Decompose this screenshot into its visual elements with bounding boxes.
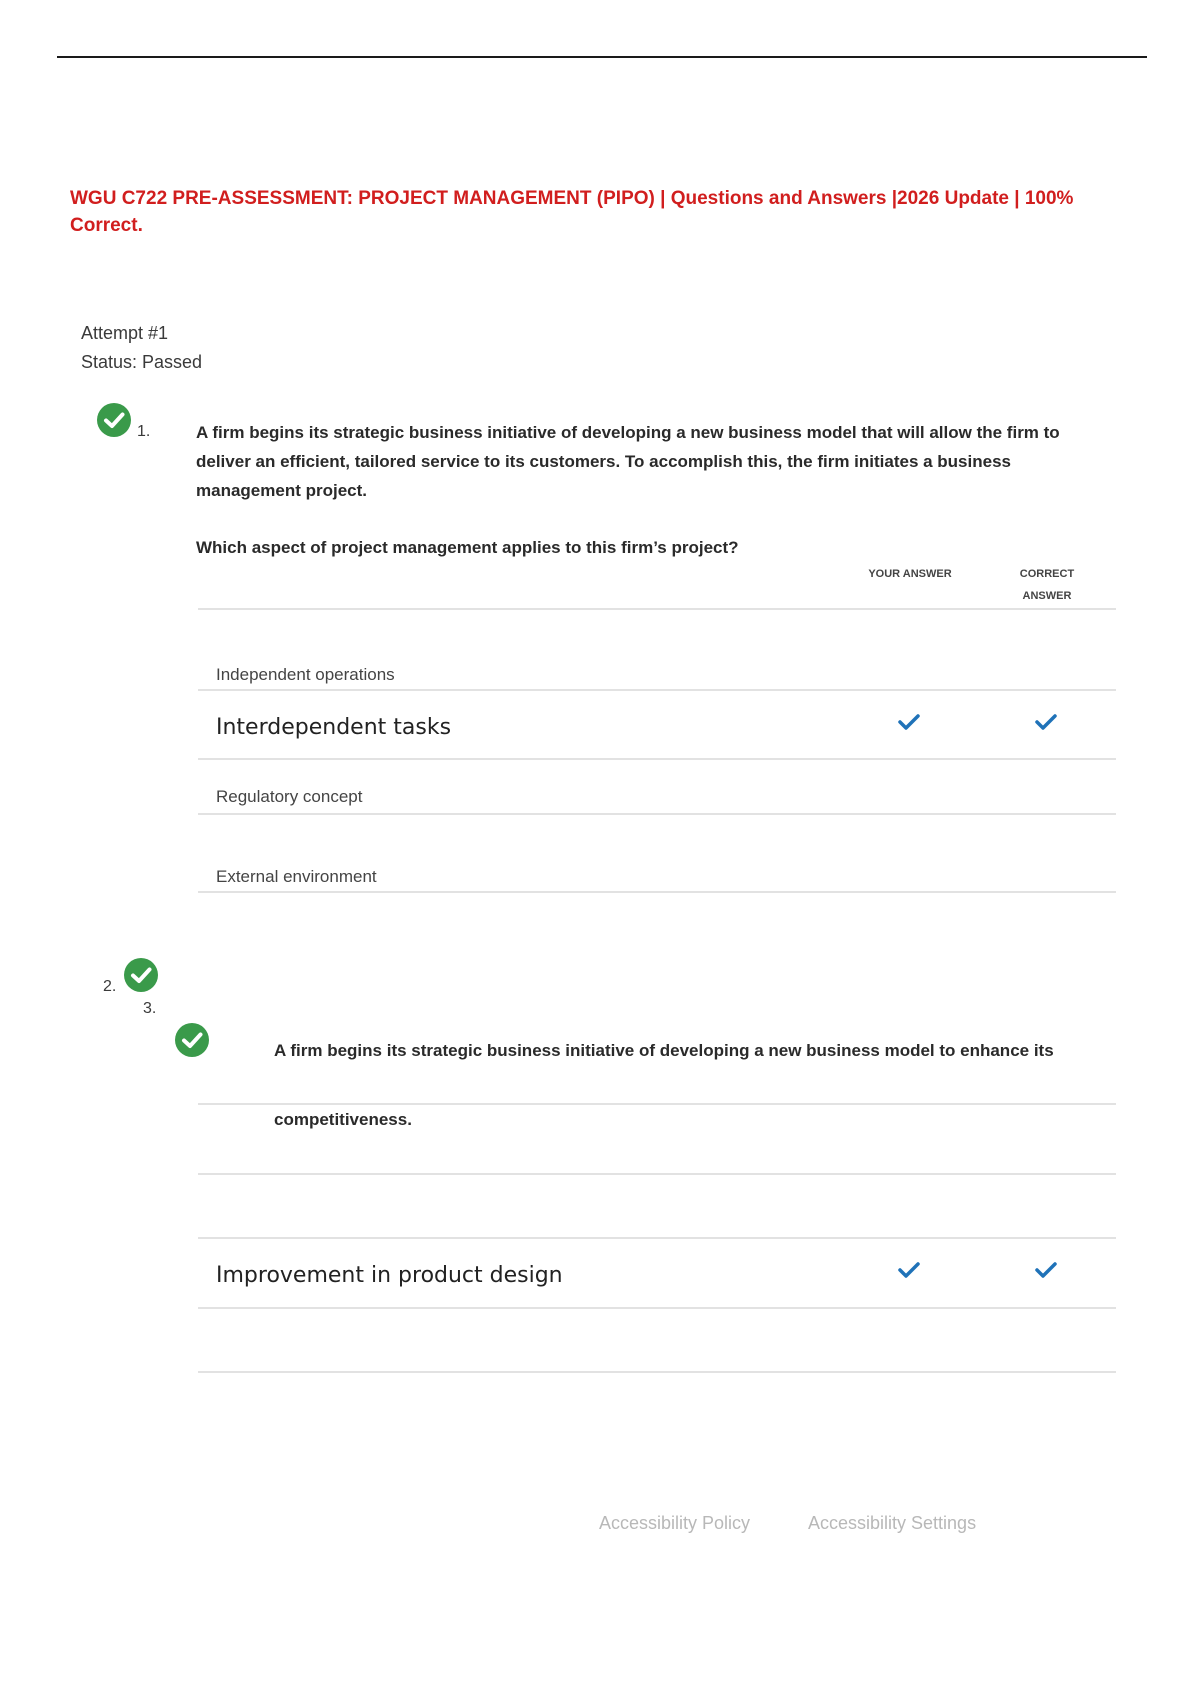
divider bbox=[198, 1371, 1116, 1373]
question-number: 2. bbox=[103, 978, 117, 995]
divider bbox=[198, 608, 1116, 610]
check-circle-icon bbox=[97, 403, 131, 437]
answer-option: Regulatory concept bbox=[216, 787, 363, 806]
correct-answer-header: CORRECT ANSWER bbox=[1019, 568, 1075, 602]
divider bbox=[198, 689, 1116, 691]
answer-option-selected: Improvement in product design bbox=[216, 1263, 563, 1288]
attempt-info bbox=[81, 319, 202, 377]
divider bbox=[198, 1307, 1116, 1309]
question-prompt: Which aspect of project management applies to this firm’s project? bbox=[196, 538, 739, 557]
answer-option-selected: Interdependent tasks bbox=[216, 715, 452, 740]
question-text: A firm begins its strategic business initiative of developing a new business model that will allow the firm to deliver an efficient, tailored service to its customers. To accomplish this, the firm initiates a business management project. bbox=[196, 423, 1060, 500]
attempt-label: Attempt #1 bbox=[81, 323, 169, 343]
correct-answer-checkmark-icon bbox=[1035, 1261, 1057, 1279]
top-rule bbox=[57, 56, 1147, 58]
accessibility-settings-link[interactable]: Accessibility Settings bbox=[808, 1513, 977, 1533]
question-text-continued: competitiveness. bbox=[274, 1110, 412, 1129]
status-text: Status: Passed bbox=[81, 352, 203, 372]
page-title: WGU C722 PRE-ASSESSMENT: PROJECT MANAGEMENT (PIPO) | Questions and Answers |2026 Update | 100% Correct. bbox=[70, 188, 1074, 236]
divider bbox=[198, 891, 1116, 893]
divider bbox=[198, 758, 1116, 760]
answer-option: External environment bbox=[216, 867, 377, 886]
answer-option: Independent operations bbox=[216, 665, 395, 684]
check-circle-icon bbox=[124, 958, 158, 992]
correct-answer-checkmark-icon bbox=[1035, 713, 1057, 731]
your-answer-checkmark-icon bbox=[898, 713, 920, 731]
question-number: 3. bbox=[143, 1000, 157, 1017]
divider bbox=[198, 1237, 1116, 1239]
accessibility-policy-link[interactable]: Accessibility Policy bbox=[599, 1513, 751, 1533]
your-answer-checkmark-icon bbox=[898, 1261, 920, 1279]
your-answer-header: YOUR ANSWER bbox=[868, 568, 952, 580]
divider bbox=[198, 813, 1116, 815]
question-number: 1. bbox=[137, 423, 151, 440]
question-text: A firm begins its strategic business initiative of developing a new business model to enhance its bbox=[274, 1041, 1054, 1060]
check-circle-icon bbox=[175, 1023, 209, 1057]
divider bbox=[198, 1173, 1116, 1175]
